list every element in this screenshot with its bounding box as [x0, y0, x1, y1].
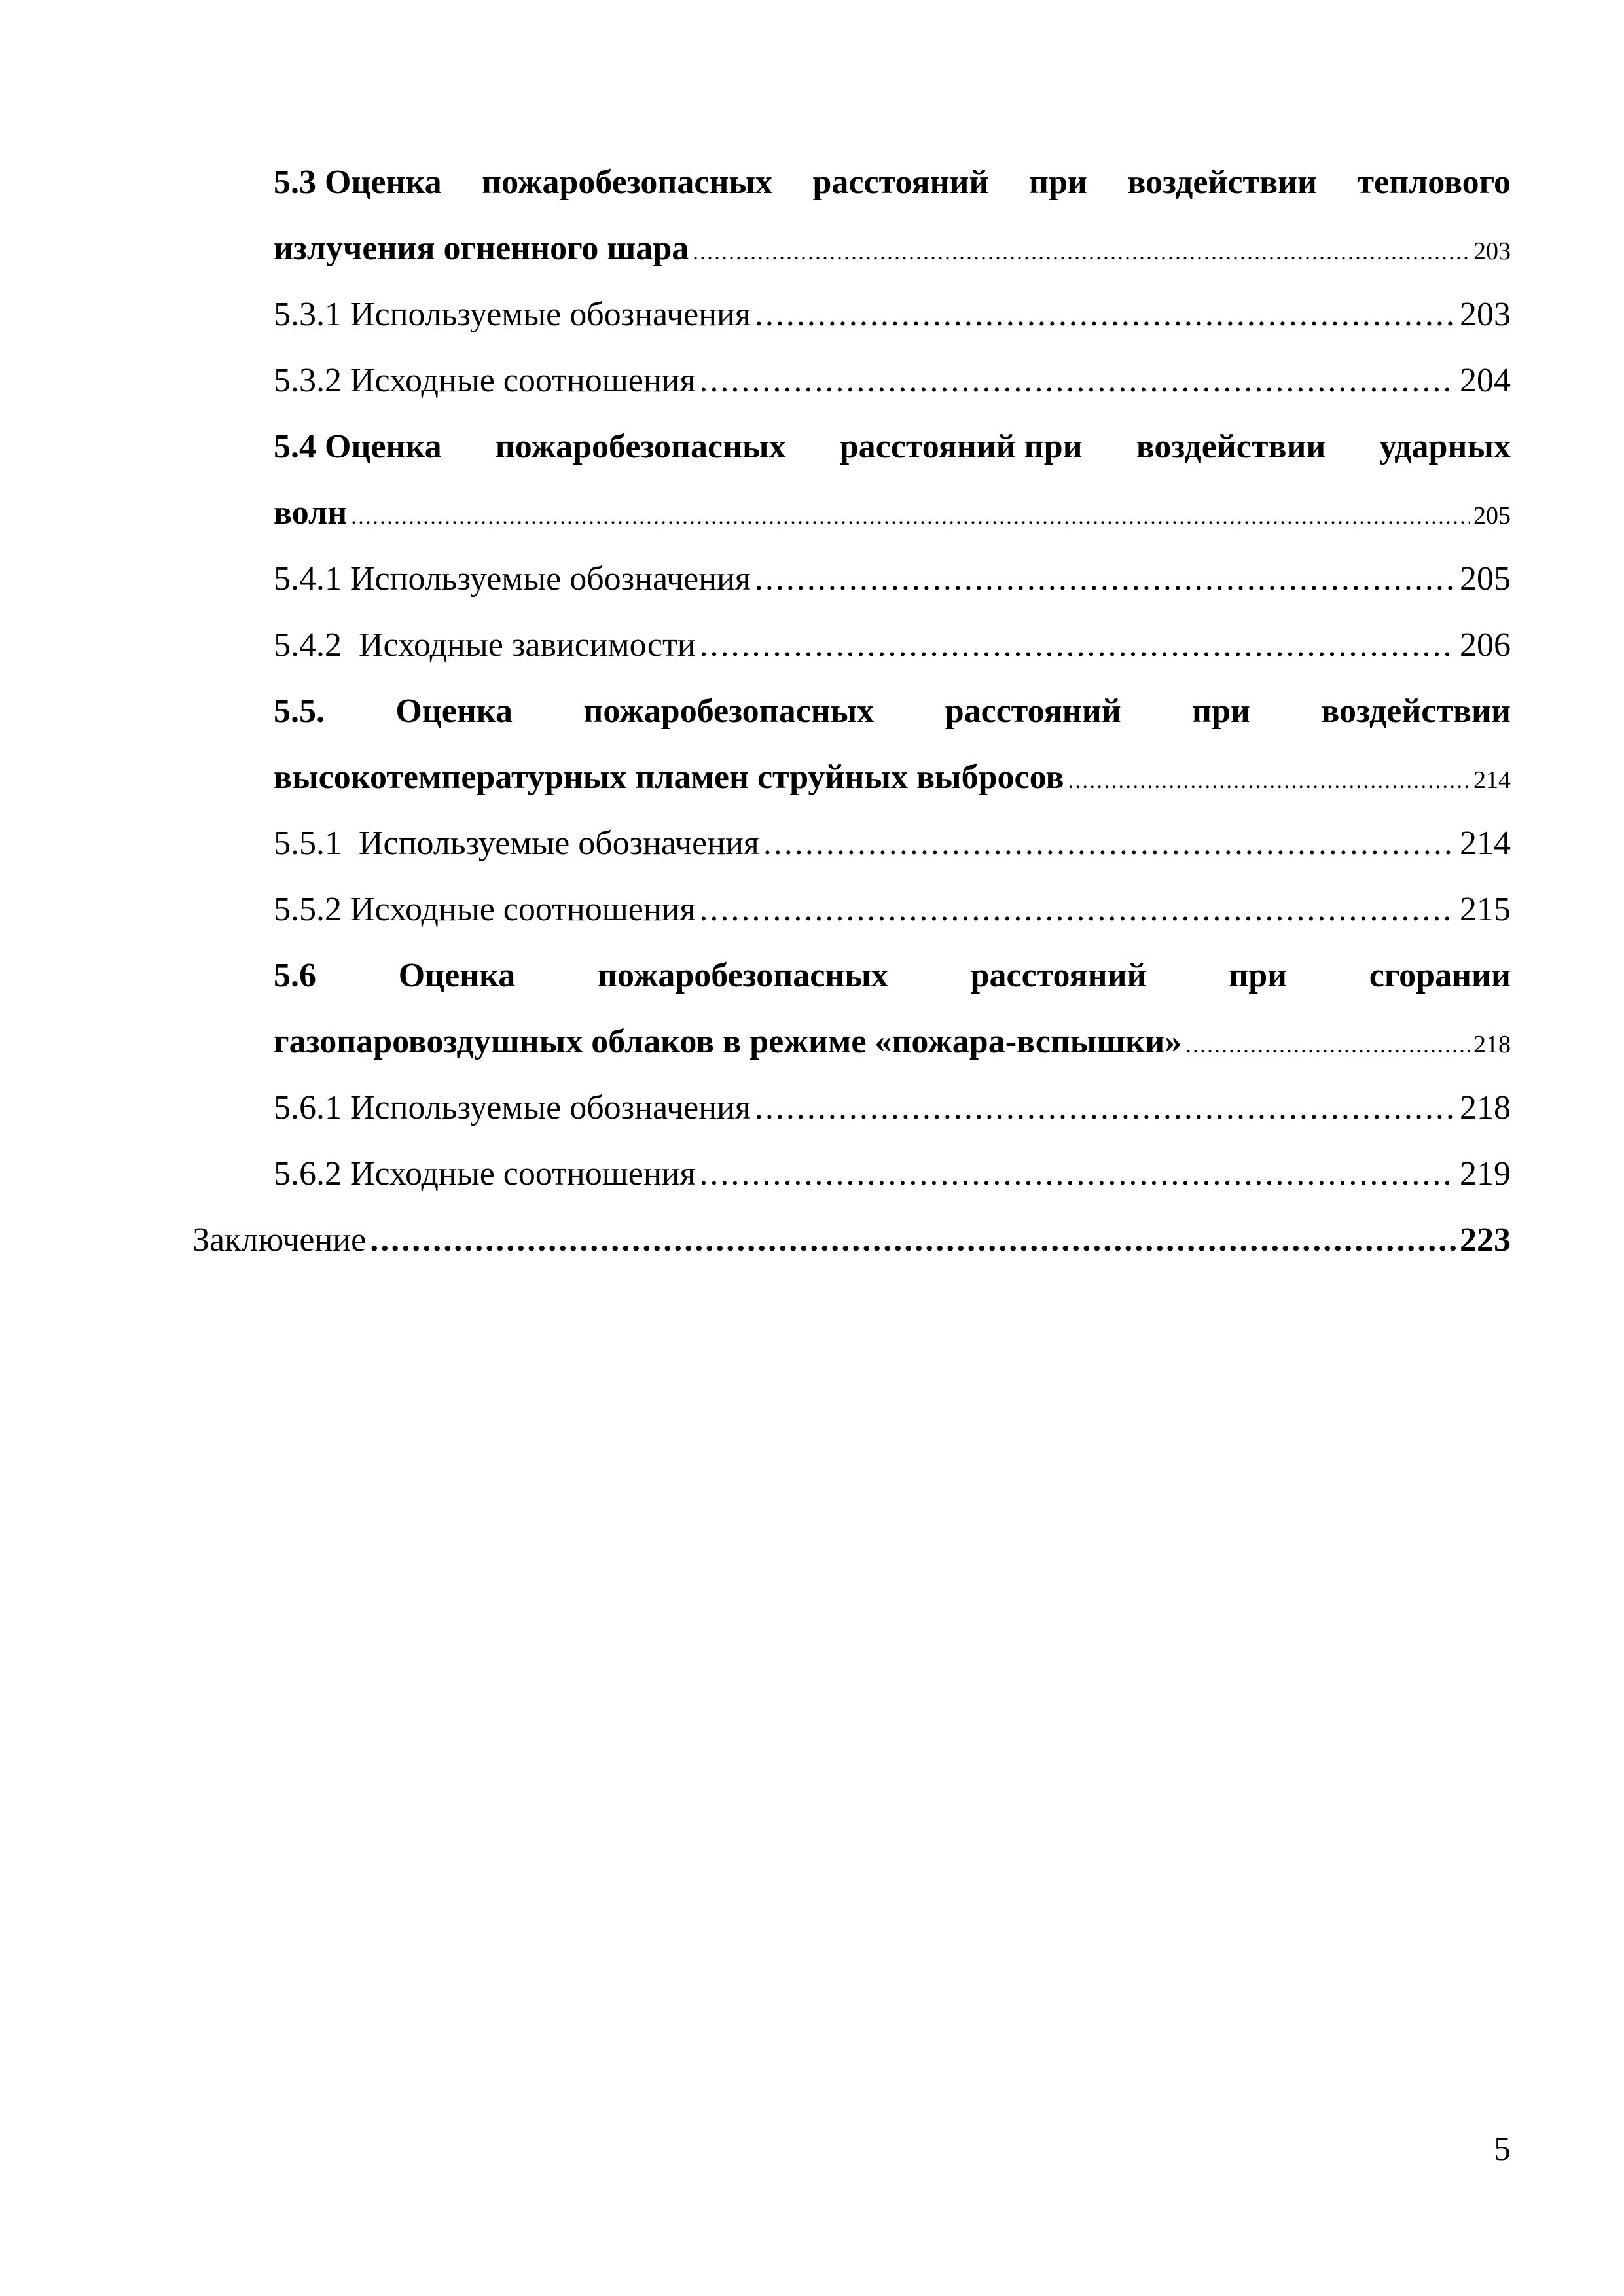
toc-page-number: 218 [1460, 1089, 1511, 1126]
toc-word: теплового [1357, 164, 1511, 201]
toc-page-number: 203 [1460, 296, 1511, 333]
toc-word: воздействии [1136, 428, 1326, 465]
toc-word: расстояний [812, 164, 989, 201]
toc-word: воздействии [1127, 164, 1317, 201]
toc-heading-title: высокотемпературных пламен струйных выбросов [274, 759, 1064, 796]
toc-word: при [1229, 957, 1288, 994]
toc-page-number: 205 [1473, 502, 1511, 529]
toc-leader-dots [1068, 748, 1470, 814]
toc-item-title: Заключение [192, 1221, 367, 1259]
toc-leader-dots [699, 1141, 1456, 1207]
toc-leader-dots [370, 1207, 1456, 1273]
page-number: 5 [1494, 2130, 1511, 2168]
toc-word: 5.3 Оценка [274, 164, 442, 201]
toc-item-5-6-1[interactable] [233, 1075, 1511, 1141]
toc-leader-dots [755, 546, 1456, 612]
toc-leader-dots [755, 1075, 1456, 1141]
toc-item-title: 5.4.2 Исходные зависимости [274, 626, 696, 664]
toc-word: расстояний при [839, 428, 1083, 465]
toc-word: Оценка [395, 692, 513, 730]
toc-word: пожаробезопасных [583, 692, 875, 730]
toc-word: при [1192, 692, 1250, 730]
toc-word: при [1028, 164, 1087, 201]
toc-leader-dots [699, 348, 1456, 414]
toc-heading-5-4-line1 [233, 414, 1511, 480]
toc-page-number: 206 [1460, 626, 1511, 664]
toc-item-title: 5.5.1 Используемые обозначения [274, 825, 759, 862]
toc-page-number: 218 [1473, 1031, 1511, 1058]
toc-page-number: 214 [1473, 766, 1511, 794]
toc-leader-dots [700, 612, 1456, 678]
toc-heading-5-4-line2[interactable] [233, 480, 1511, 546]
toc-page-number: 203 [1473, 238, 1511, 265]
toc-heading-title: газопаровоздушных облаков в режиме «пожара-вспышки» [274, 1023, 1182, 1060]
toc-word: Оценка [398, 957, 516, 994]
toc-leader-dots [693, 219, 1470, 285]
toc-word: 5.4 Оценка [274, 428, 442, 465]
toc-item-title: 5.4.1 Используемые обозначения [274, 560, 751, 598]
toc-item-title: 5.6.1 Используемые обозначения [274, 1089, 751, 1126]
toc-page-number: 219 [1460, 1155, 1511, 1193]
toc-item-5-3-2[interactable] [233, 348, 1511, 414]
toc-page-number: 223 [1460, 1221, 1511, 1259]
toc-item-title: 5.6.2 Исходные соотношения [274, 1155, 696, 1193]
toc-leader-dots [1185, 1013, 1470, 1079]
toc-page-number: 214 [1460, 825, 1511, 862]
toc-leader-dots [699, 876, 1456, 942]
toc-leader-dots [755, 281, 1456, 348]
toc-heading-title: волн [274, 494, 348, 531]
toc-word: пожаробезопасных [482, 164, 773, 201]
toc-word: сгорании [1369, 957, 1511, 994]
toc-word: расстояний [970, 957, 1147, 994]
toc-page-number: 205 [1460, 560, 1511, 598]
toc-leader-dots [351, 484, 1470, 550]
toc-word: ударных [1379, 428, 1511, 465]
toc-word: воздействии [1321, 692, 1511, 730]
toc-word: пожаробезопасных [495, 428, 786, 465]
toc-heading-5-6-line1 [233, 942, 1511, 1009]
toc-word: 5.5. [274, 692, 325, 730]
toc-word: расстояний [945, 692, 1121, 730]
toc-item-5-5-1[interactable] [233, 810, 1511, 876]
toc-item-title: 5.3.2 Исходные соотношения [274, 362, 696, 399]
toc-word: 5.6 [274, 957, 316, 994]
toc-item-5-4-2[interactable] [233, 612, 1511, 678]
toc-item-conclusion[interactable] [192, 1207, 1511, 1273]
toc-heading-5-6-line2[interactable] [233, 1009, 1511, 1075]
toc-page-number: 204 [1460, 362, 1511, 399]
toc-item-5-6-2[interactable] [233, 1141, 1511, 1207]
toc-item-title: 5.3.1 Используемые обозначения [274, 296, 751, 333]
toc-item-title: 5.5.2 Исходные соотношения [274, 891, 696, 928]
toc-item-5-5-2[interactable] [233, 876, 1511, 942]
toc-item-5-4-1[interactable] [233, 546, 1511, 612]
toc-heading-5-5-line2[interactable] [233, 744, 1511, 810]
table-of-contents [192, 149, 1511, 1273]
toc-heading-title: излучения огненного шара [274, 230, 689, 267]
toc-heading-5-3-line1 [233, 149, 1511, 215]
toc-page-number: 215 [1460, 891, 1511, 928]
toc-leader-dots [763, 810, 1456, 876]
toc-heading-5-5-line1 [233, 678, 1511, 744]
toc-word: пожаробезопасных [598, 957, 888, 994]
toc-heading-5-3-line2[interactable] [233, 215, 1511, 281]
toc-item-5-3-1[interactable] [233, 281, 1511, 348]
